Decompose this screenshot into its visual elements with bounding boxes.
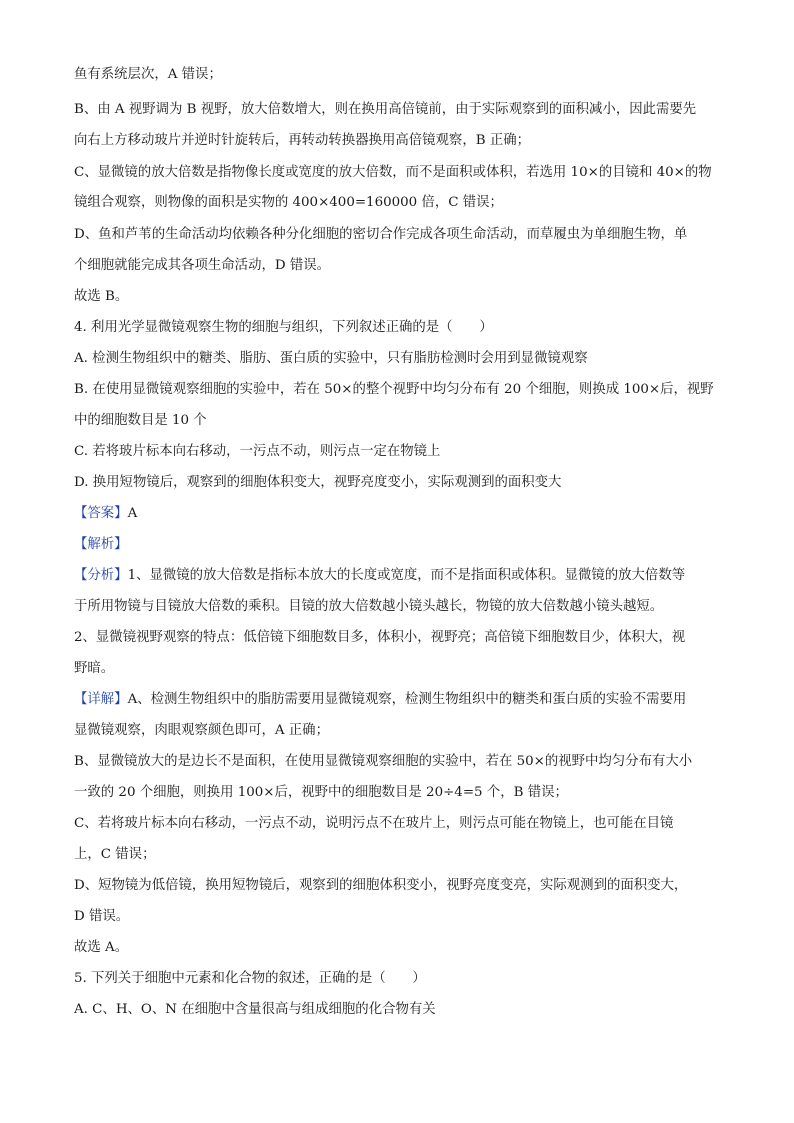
detail-line: 【详解】A、检测生物组织中的脂肪需要用显微镜观察，检测生物组织中的糖类和蛋白质的实验不需要用: [74, 692, 687, 707]
text-line: C、显微镜的放大倍数是指物像长度或宽度的放大倍数，而不是面积或体积，若选用 10×的目镜和 40×的物: [74, 165, 712, 180]
option-c: C. 若将玻片标本向右移动，一污点不动，则污点一定在物镜上: [74, 444, 441, 459]
text-line: 显微镜观察，肉眼观察颜色即可，A 正确；: [74, 723, 329, 738]
analysis-heading: [74, 536, 734, 554]
text-line: D、鱼和芦苇的生命活动均依赖各种分化细胞的密切合作完成各项生命活动，而草履虫为单细胞生物，单: [74, 227, 688, 242]
text-line: 个细胞就能完成其各项生命活动，D 错误。: [74, 258, 331, 273]
question-stem: 4. 利用光学显微镜观察生物的细胞与组织，下列叙述正确的是（ ）: [74, 320, 493, 335]
text-line: D 错误。: [74, 909, 130, 924]
answer-tag: 【答案】: [74, 506, 128, 521]
text-line: 2、显微镜视野观察的特点：低倍镜下细胞数目多，体积小，视野亮；高倍镜下细胞数目少，体积大，视: [74, 630, 686, 645]
detail-tag: 【详解】: [74, 692, 128, 707]
text-line: 野暗。: [74, 661, 115, 676]
question-stem: 5. 下列关于细胞中元素和化合物的叙述，正确的是（ ）: [74, 971, 426, 986]
answer-line: 【答案】A: [74, 506, 138, 521]
option-b-continued: 中的细胞数目是 10 个: [74, 413, 207, 428]
text-line: 故选 A。: [74, 940, 129, 955]
text-line: 向右上方移动玻片并逆时针旋转后，再转动转换器换用高倍镜观察，B 正确；: [74, 133, 530, 148]
analysis-tag: 【解析】: [74, 537, 128, 552]
option-a: A. C、H、O、N 在细胞中含量很高与组成细胞的化合物有关: [74, 1002, 436, 1017]
option-d: D. 换用短物镜后，观察到的细胞体积变大，视野亮度变小，实际观测到的面积变大: [74, 475, 562, 490]
text-line: 于所用物镜与目镜放大倍数的乘积。目镜的放大倍数越小镜头越长，物镜的放大倍数越小镜头越短。: [74, 599, 664, 614]
text-line: 故选 B。: [74, 289, 129, 304]
text-line: 一致的 20 个细胞，则换用 100×后，视野中的细胞数目是 20÷4=5 个，B 错误；: [74, 785, 568, 800]
text-line: 镜组合观察，则物像的面积是实物的 400×400=160000 倍，C 错误；: [74, 195, 503, 210]
text-line: C、若将玻片标本向右移动，一污点不动，说明污点不在玻片上，则污点可能在物镜上，也可能在目镜: [74, 816, 674, 831]
analysis-sub-tag: 【分析】: [74, 568, 128, 583]
option-b: B. 在使用显微镜观察细胞的实验中，若在 50×的整个视野中均匀分布有 20 个细胞，则换成 100×后，视野: [74, 382, 714, 397]
option-a: A. 检测生物组织中的糖类、脂肪、蛋白质的实验中，只有脂肪检测时会用到显微镜观察: [74, 351, 588, 366]
text-line: 鱼有系统层次，A 错误；: [74, 67, 222, 82]
text-line: D、短物镜为低倍镜，换用短物镜后，观察到的细胞体积变小，视野亮度变亮，实际观测到的面积变大，: [74, 878, 688, 893]
text-line: B、由 A 视野调为 B 视野，放大倍数增大，则在换用高倍镜前，由于实际观察到的面积减小，因此需要先: [74, 102, 697, 117]
text-line: 上，C 错误；: [74, 847, 156, 862]
analysis-line: 【分析】1、显微镜的放大倍数是指标本放大的长度或宽度，而不是指面积或体积。显微镜的放大倍数等: [74, 568, 686, 583]
text-line: B、显微镜放大的是边长不是面积，在使用显微镜观察细胞的实验中，若在 50×的视野中均匀分布有大小: [74, 754, 693, 769]
